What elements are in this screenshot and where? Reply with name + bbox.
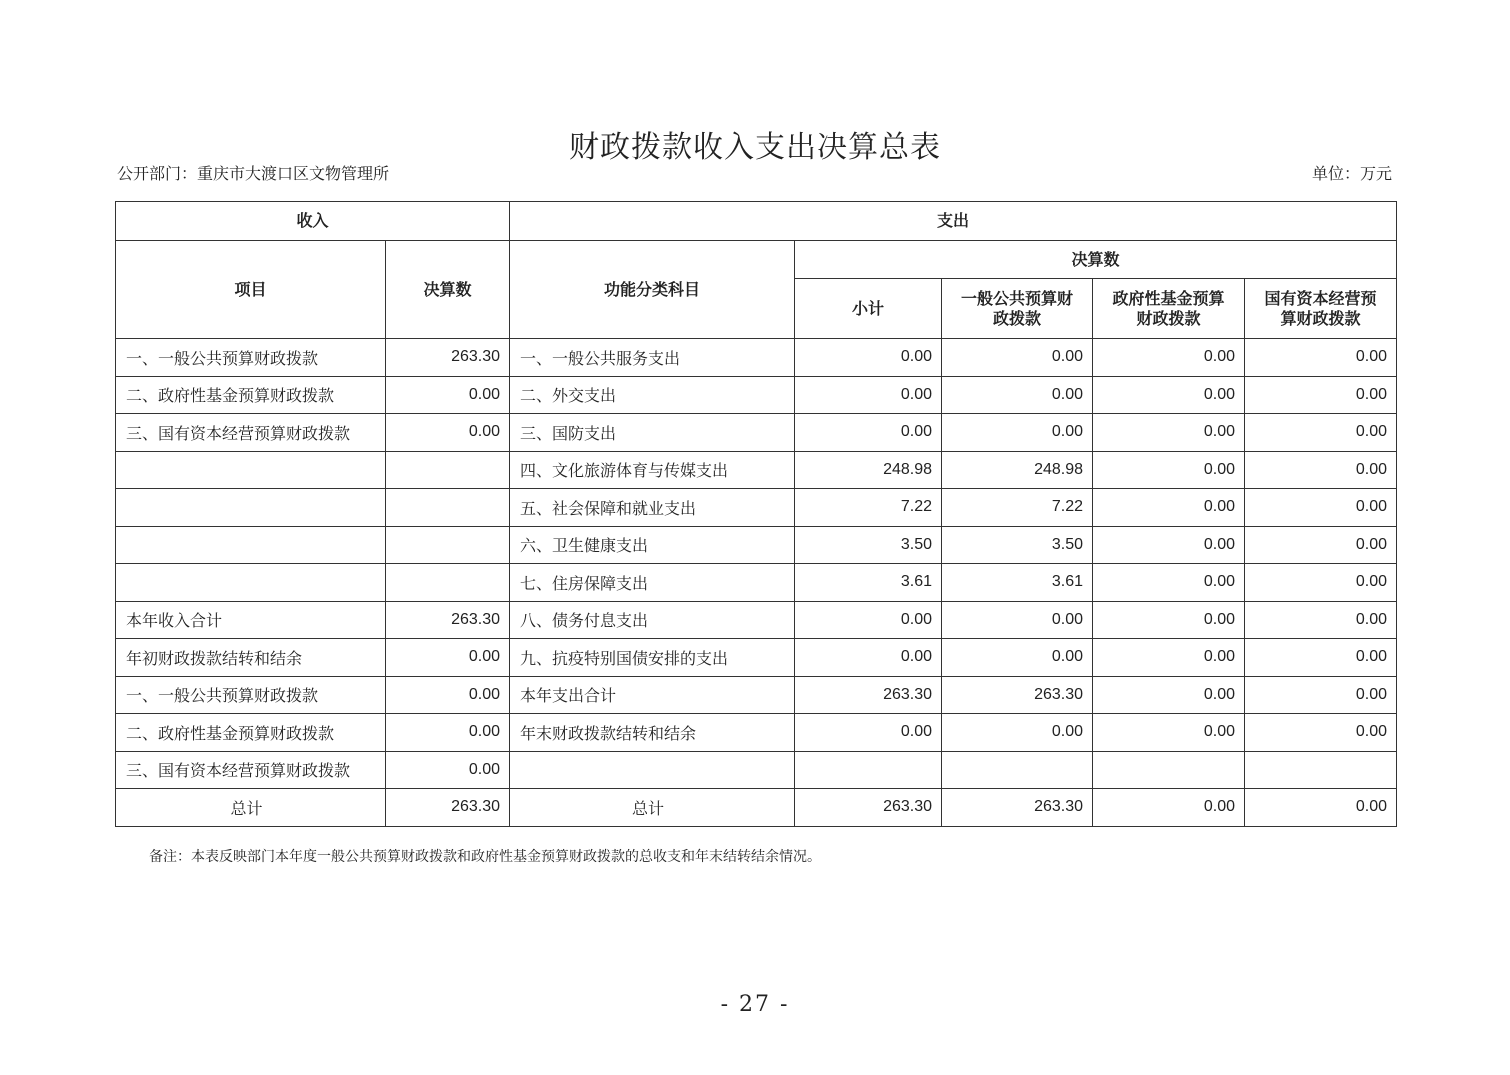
gov-fund-header: 政府性基金预算财政拨款 xyxy=(1093,279,1245,339)
gov-fund-cell: 0.00 xyxy=(1093,714,1245,752)
subtotal-cell: 0.00 xyxy=(795,339,942,377)
income-item-cell: 二、政府性基金预算财政拨款 xyxy=(116,376,386,414)
final-amount-header: 决算数 xyxy=(795,241,1397,279)
income-item-cell: 三、国有资本经营预算财政拨款 xyxy=(116,751,386,789)
income-amount-cell xyxy=(386,564,510,602)
income-amount-cell: 0.00 xyxy=(386,376,510,414)
general-budget-cell: 3.50 xyxy=(942,526,1093,564)
table-row xyxy=(116,489,1397,527)
fiscal-summary-table xyxy=(115,201,1397,827)
general-budget-cell: 0.00 xyxy=(942,714,1093,752)
expense-item-cell: 九、抗疫特别国债安排的支出 xyxy=(510,639,795,677)
income-amount-cell: 263.30 xyxy=(386,339,510,377)
gov-fund-cell: 0.00 xyxy=(1093,676,1245,714)
state-capital-cell: 0.00 xyxy=(1245,676,1397,714)
subtotal-cell: 0.00 xyxy=(795,601,942,639)
general-budget-header: 一般公共预算财政拨款 xyxy=(942,279,1093,339)
state-capital-cell: 0.00 xyxy=(1245,451,1397,489)
subtotal-cell: 7.22 xyxy=(795,489,942,527)
table-row xyxy=(116,601,1397,639)
table-row xyxy=(116,564,1397,602)
income-amount-cell: 0.00 xyxy=(386,751,510,789)
table-note: 备注：本表反映部门本年度一般公共预算财政拨款和政府性基金预算财政拨款的总收支和年末结转结余情况。 xyxy=(149,849,821,865)
expense-item-cell: 六、卫生健康支出 xyxy=(510,526,795,564)
gov-fund-cell: 0.00 xyxy=(1093,451,1245,489)
income-amount-cell: 0.00 xyxy=(386,676,510,714)
income-header: 收入 xyxy=(116,202,510,241)
subtotal-cell: 3.50 xyxy=(795,526,942,564)
gov-fund-cell: 0.00 xyxy=(1093,414,1245,452)
gov-fund-cell: 0.00 xyxy=(1093,789,1245,827)
gov-fund-cell: 0.00 xyxy=(1093,489,1245,527)
general-budget-cell: 7.22 xyxy=(942,489,1093,527)
amount-header: 决算数 xyxy=(386,241,510,339)
income-item-cell xyxy=(116,451,386,489)
general-budget-cell: 248.98 xyxy=(942,451,1093,489)
gov-fund-cell: 0.00 xyxy=(1093,526,1245,564)
expense-item-cell: 八、债务付息支出 xyxy=(510,601,795,639)
income-amount-cell: 0.00 xyxy=(386,714,510,752)
expense-item-cell: 二、外交支出 xyxy=(510,376,795,414)
gov-fund-cell: 0.00 xyxy=(1093,564,1245,602)
subtotal-cell xyxy=(795,751,942,789)
expense-item-cell: 四、文化旅游体育与传媒支出 xyxy=(510,451,795,489)
subtotal-cell: 263.30 xyxy=(795,789,942,827)
item-header: 项目 xyxy=(116,241,386,339)
subtotal-cell: 0.00 xyxy=(795,414,942,452)
subtotal-cell: 0.00 xyxy=(795,376,942,414)
state-capital-cell: 0.00 xyxy=(1245,414,1397,452)
expense-item-cell: 七、住房保障支出 xyxy=(510,564,795,602)
table-row xyxy=(116,714,1397,752)
gov-fund-cell: 0.00 xyxy=(1093,601,1245,639)
function-category-header: 功能分类科目 xyxy=(510,241,795,339)
income-amount-cell xyxy=(386,451,510,489)
expense-item-cell: 一、一般公共服务支出 xyxy=(510,339,795,377)
state-capital-cell: 0.00 xyxy=(1245,639,1397,677)
general-budget-cell: 263.30 xyxy=(942,789,1093,827)
table-row xyxy=(116,451,1397,489)
state-capital-header: 国有资本经营预算财政拨款 xyxy=(1245,279,1397,339)
income-amount-cell: 0.00 xyxy=(386,414,510,452)
income-amount-cell: 263.30 xyxy=(386,789,510,827)
income-item-cell: 年初财政拨款结转和结余 xyxy=(116,639,386,677)
table-row xyxy=(116,526,1397,564)
state-capital-cell: 0.00 xyxy=(1245,339,1397,377)
general-budget-cell: 3.61 xyxy=(942,564,1093,602)
state-capital-cell: 0.00 xyxy=(1245,489,1397,527)
expense-item-cell: 年末财政拨款结转和结余 xyxy=(510,714,795,752)
income-item-cell xyxy=(116,526,386,564)
header-row-2 xyxy=(116,241,1397,279)
general-budget-cell: 0.00 xyxy=(942,601,1093,639)
income-item-cell: 二、政府性基金预算财政拨款 xyxy=(116,714,386,752)
income-amount-cell: 263.30 xyxy=(386,601,510,639)
income-item-cell xyxy=(116,564,386,602)
department-label: 公开部门：重庆市大渡口区文物管理所 xyxy=(117,164,390,183)
gov-fund-cell: 0.00 xyxy=(1093,639,1245,677)
subtotal-cell: 0.00 xyxy=(795,714,942,752)
state-capital-cell: 0.00 xyxy=(1245,564,1397,602)
general-budget-cell: 0.00 xyxy=(942,414,1093,452)
unit-label: 单位：万元 xyxy=(1311,164,1392,183)
general-budget-cell xyxy=(942,751,1093,789)
income-item-cell: 本年收入合计 xyxy=(116,601,386,639)
state-capital-cell: 0.00 xyxy=(1245,376,1397,414)
state-capital-cell: 0.00 xyxy=(1245,601,1397,639)
state-capital-cell: 0.00 xyxy=(1245,526,1397,564)
subtotal-cell: 3.61 xyxy=(795,564,942,602)
subtotal-header: 小计 xyxy=(795,279,942,339)
state-capital-cell: 0.00 xyxy=(1245,789,1397,827)
income-amount-cell xyxy=(386,526,510,564)
page-title: 财政拨款收入支出决算总表 xyxy=(569,130,941,165)
income-item-cell xyxy=(116,489,386,527)
table-row xyxy=(116,376,1397,414)
table-row xyxy=(116,639,1397,677)
income-item-cell: 总计 xyxy=(116,789,386,827)
gov-fund-cell xyxy=(1093,751,1245,789)
general-budget-cell: 0.00 xyxy=(942,339,1093,377)
general-budget-cell: 0.00 xyxy=(942,376,1093,414)
subtotal-cell: 248.98 xyxy=(795,451,942,489)
table-row xyxy=(116,339,1397,377)
subtotal-cell: 263.30 xyxy=(795,676,942,714)
total-row xyxy=(116,789,1397,827)
income-item-cell: 一、一般公共预算财政拨款 xyxy=(116,676,386,714)
income-item-cell: 一、一般公共预算财政拨款 xyxy=(116,339,386,377)
expense-item-cell: 本年支出合计 xyxy=(510,676,795,714)
gov-fund-cell: 0.00 xyxy=(1093,339,1245,377)
table-row xyxy=(116,751,1397,789)
expense-item-cell xyxy=(510,751,795,789)
income-amount-cell: 0.00 xyxy=(386,639,510,677)
expense-item-cell: 总计 xyxy=(510,789,795,827)
header-row-1 xyxy=(116,202,1397,241)
general-budget-cell: 263.30 xyxy=(942,676,1093,714)
income-amount-cell xyxy=(386,489,510,527)
income-item-cell: 三、国有资本经营预算财政拨款 xyxy=(116,414,386,452)
general-budget-cell: 0.00 xyxy=(942,639,1093,677)
gov-fund-cell: 0.00 xyxy=(1093,376,1245,414)
state-capital-cell: 0.00 xyxy=(1245,714,1397,752)
table-row xyxy=(116,414,1397,452)
expense-item-cell: 五、社会保障和就业支出 xyxy=(510,489,795,527)
expense-item-cell: 三、国防支出 xyxy=(510,414,795,452)
expense-header: 支出 xyxy=(510,202,1397,241)
subtotal-cell: 0.00 xyxy=(795,639,942,677)
state-capital-cell xyxy=(1245,751,1397,789)
page-number: - 27 - xyxy=(720,992,790,1017)
table-row xyxy=(116,676,1397,714)
